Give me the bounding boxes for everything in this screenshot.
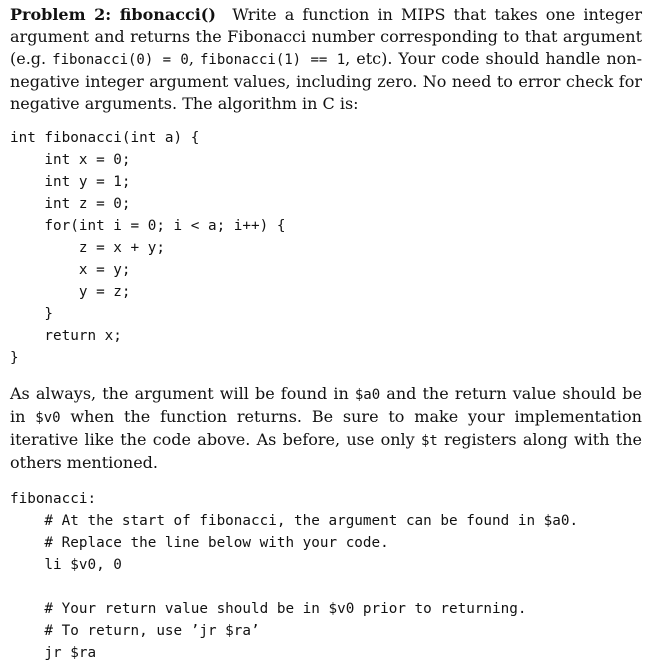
mips-code-line: jr $ra [10, 645, 97, 661]
note-text-4: registers along with the others mentioned. [10, 430, 643, 472]
c-code-block [10, 127, 642, 369]
c-code-line: int fibonacci(int a) { [10, 130, 200, 146]
mips-code-line: fibonacci: [10, 491, 97, 507]
note-text-1: As always, the argument will be found in [10, 384, 355, 403]
problem-statement [10, 4, 642, 115]
example-fib-1: fibonacci(1) == 1 [199, 52, 346, 68]
c-code-line: } [10, 350, 19, 366]
example-fib-0: fibonacci(0) = 0 [52, 52, 189, 68]
problem-intro-1: Write a function in MIPS that takes one integer argument and returns the Fibonacci number corresponding to that argument (e.g. [10, 5, 643, 68]
note-text-3: when the function returns. Be sure to make your implementation iterative like the code above. As before, use only [10, 407, 642, 449]
note-text-2: and the return value should be in [10, 384, 642, 426]
mips-code-line: # Replace the line below with your code. [10, 535, 389, 551]
mips-code-line: # Your return value should be in $v0 prior to returning. [10, 601, 527, 617]
register-t: $t [421, 433, 438, 449]
c-code-line: int x = 0; [10, 152, 131, 168]
document-page [10, 4, 642, 664]
problem-intro-2: , etc). Your code should handle non-negative integer argument values, including zero. No need to error check for negative arguments. The algorithm in C is: [10, 49, 642, 113]
example-separator: , [188, 49, 200, 68]
c-code-line: for(int i = 0; i < a; i++) { [10, 218, 286, 234]
mips-code-line [10, 576, 642, 598]
register-a0: $a0 [354, 387, 381, 403]
c-code-line: } [10, 306, 54, 322]
c-code-line: int y = 1; [10, 174, 131, 190]
register-v0: $v0 [35, 410, 61, 426]
problem-heading: Problem 2: fibonacci() [10, 5, 216, 24]
register-note [10, 383, 642, 474]
mips-code-line: # To return, use ’jr $ra’ [10, 623, 260, 639]
c-code-line: x = y; [10, 262, 131, 278]
c-code-line: z = x + y; [10, 240, 165, 256]
c-code-line: return x; [10, 328, 122, 344]
mips-code-line: li $v0, 0 [10, 557, 122, 573]
mips-code-line: # At the start of fibonacci, the argument can be found in $a0. [10, 513, 579, 529]
mips-code-block [10, 488, 642, 664]
c-code-line: y = z; [10, 284, 131, 300]
c-code-line: int z = 0; [10, 196, 131, 212]
